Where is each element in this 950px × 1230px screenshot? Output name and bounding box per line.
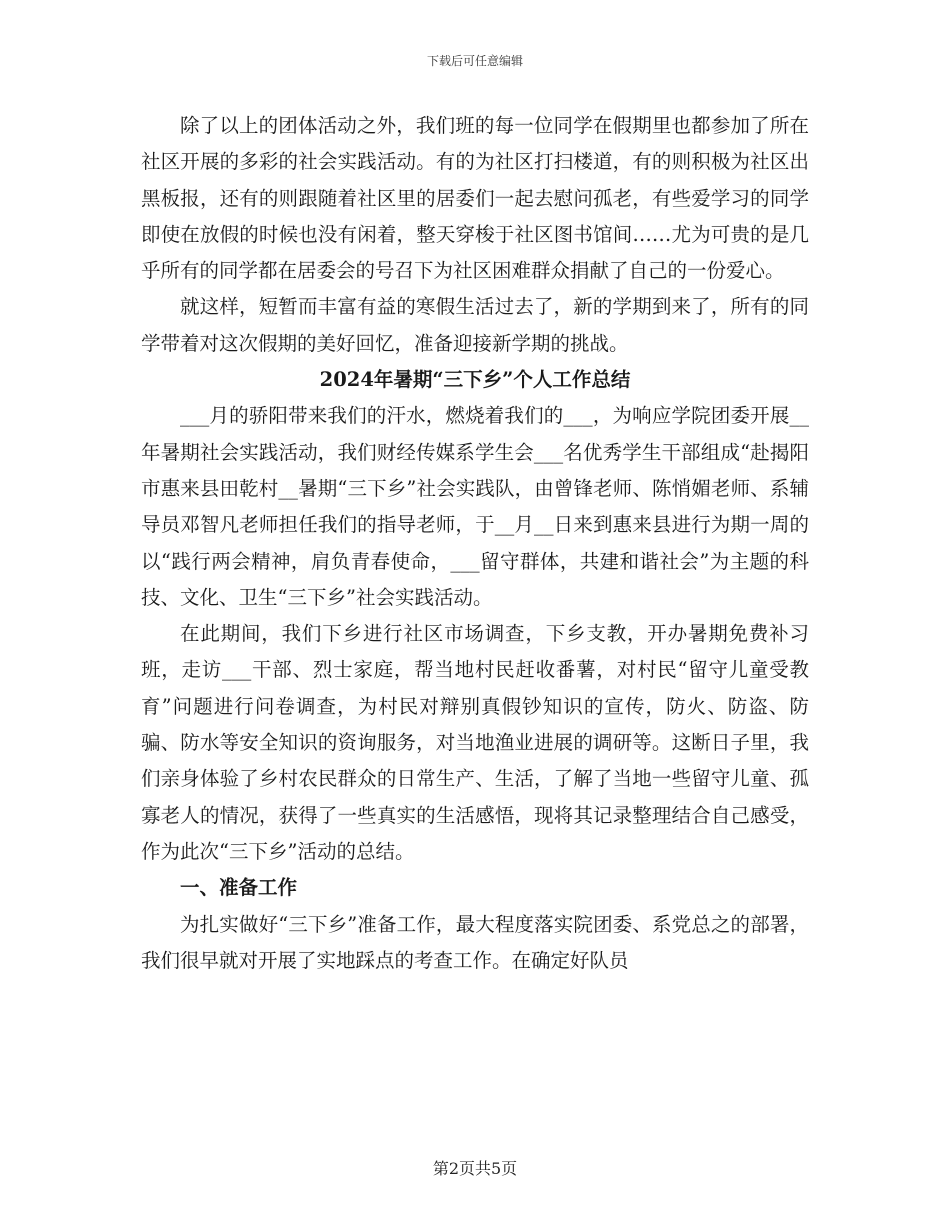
page-header: 下载后可任意编辑 (426, 54, 523, 68)
paragraph-winter-break-ending: 就这样，短暂而丰富有益的寒假生活过去了，新的学期到来了，所有的同学带着对这次假期的美好回忆，准备迎接新学期的挑战。 (141, 295, 809, 355)
paragraph-community-activities: 除了以上的团体活动之外，我们班的每一位同学在假期里也都参加了所在社区开展的多彩的社会实践活动。有的为社区打扫楼道，有的则积极为社区出黑板报，还有的则跟随着社区里的居委们一起去慰问孤老，有些爱学习的同学即使在放假的时候也没有闲着，整天穿梭于社区图书馆间……尤为可贵的是几乎所有的同学都在居委会的号召下为社区困难群众捐献了自己的一份爱心。 (141, 114, 809, 283)
paragraph-preparation: 为扎实做好“三下乡”准备工作，最大程度落实院团委、系党总之的部署，我们很早就对开展了实地踩点的考查工作。在确定好队员 (141, 912, 809, 972)
document-body (141, 108, 809, 979)
document-title: 2024年暑期“三下乡”个人工作总结 (319, 368, 631, 392)
paragraph-intro: ___月的骄阳带来我们的汗水，燃烧着我们的___，为响应学院团委开展__年暑期社会实践活动，我们财经传媒系学生会___名优秀学生干部组成“赴揭阳市惠来县田乾村__暑期“三下乡”社会实践队，由曾锋老师、陈悄媚老师、系辅导员邓智凡老师担任我们的指导老师，于__月__日来到惠来县进行为期一周的以“践行两会精神，肩负青春使命，___留守群体，共建和谐社会”为主题的科技、文化、卫生“三下乡”社会实践活动。 (141, 404, 809, 609)
paragraph-activities: 在此期间，我们下乡进行社区市场调查，下乡支教，开办暑期免费补习班，走访___干部、烈士家庭，帮当地村民赶收番薯，对村民“留守儿童受教育”问题进行问卷调查，为村民对辩别真假钞知识的宣传，防火、防盗、防骗、防水等安全知识的资询服务，对当地渔业进展的调研等。这断日子里，我们亲身体验了乡村农民群众的日常生产、生活，了解了当地一些留守儿童、孤寡老人的情况，获得了一些真实的生活感悟，现将其记录整理结合自己感受，作为此次“三下乡”活动的总结。 (141, 622, 809, 863)
page-footer: 第2页共5页 (432, 1159, 518, 1178)
section-heading-preparation: 一、准备工作 (180, 876, 298, 900)
